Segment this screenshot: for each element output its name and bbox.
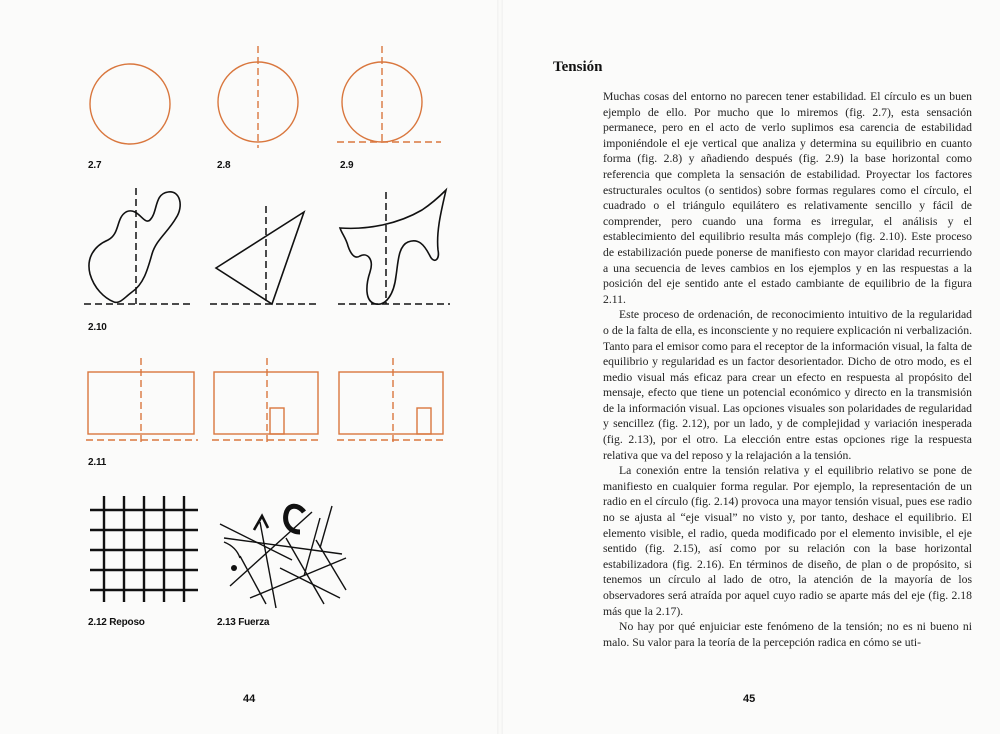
figure-2-13-chaotic-lines	[220, 498, 350, 610]
paragraph-2: Este proceso de ordenación, de reconocimiento intuitivo de la regularidad o de la falta de ella, es inconsciente y no requiere explicación ni verbalización. Tanto para el emisor como para el receptor de la información visual, la falta de equilibrio y regularidad es un factor desorientador. Dicho de otro modo, es el medio visual más eficaz para crear un efecto en respuesta al propósito del mensaje, efecto que tiene un potencial económico y directo en la transmisión de la información visual. Las opciones visuales son polaridades de regularidad y sencillez (fig. 2.12), por un lado, y de complejidad y variación inesperada (fig. 2.13), por el otro. La elección entre estas opciones rige la respuesta relativa que va del reposo y la relajación a la tensión.	[603, 308, 972, 462]
paragraph-3: La conexión entre la tensión relativa y el equilibrio relativo se pone de manifiesto en cualquier forma regular. Por ejemplo, la representación de un radio en el círculo (fig. 2.14) provoca una mayor tensión visual, pues ese radio no se ajusta al “eje visual” no visto y, por tanto, deshace el equilibrio. El elemento visible, el radio, queda modificado por el elemento invisible, el eje sentido (fig. 2.15), así como por su relación con la base horizontal estabilizadora (fig. 2.16). En términos de diseño, de plan o de propósito, si tenemos un círculo al lado de otro, la atención de la mayoría de los observadores será atraída por aquel cuyo radio se aparte más del eje (fig. 2.18 más que la 2.17).	[603, 464, 972, 618]
figure-2-12-grid	[90, 496, 202, 608]
paragraph-1: Muchas cosas del entorno no parecen tener estabilidad. El círculo es un buen ejemplo de ello. Por mucho que lo miremos (fig. 2.7), esta sensación permanece, pero en el acto de verlo suplimos esa carencia de estabilidad imponiéndole el eje vertical que analiza y determina su equilibrio en cuanto forma (fig. 2.8) y añadiendo después (fig. 2.9) la base horizontal como referencia que completa la sensación de estabilidad. Proyectar los factores estructurales ocultos (o sentidos) sobre formas regulares como el círculo, el cuadrado o el triángulo equilátero es relativamente sencillo y fácil de comprender, pero cuando una forma es irregular, el análisis y el establecimiento del equilibrio resulta más complejo (fig. 2.10). Este proceso de estabilización puede ponerse de manifiesto con mayor claridad recurriendo a una secuencia de leves cambios en los ejemplos y en las respuestas a la posición del eje sentido ante el estado cambiante de equilibrio de la figura 2.11.	[603, 90, 972, 306]
caption-fig-2-12: 2.12 Reposo	[88, 617, 145, 628]
figure-2-8-circle-axis	[212, 44, 312, 156]
figure-2-7-circle	[88, 46, 178, 156]
page-number-left: 44	[243, 693, 256, 705]
page-number-right: 45	[743, 693, 756, 705]
figure-2-10-triangle	[210, 206, 318, 310]
caption-fig-2-7: 2.7	[88, 160, 102, 171]
figure-2-11-rectangle-b	[212, 358, 324, 444]
caption-fig-2-13: 2.13 Fuerza	[217, 617, 270, 628]
figure-2-10-blob	[84, 188, 200, 310]
section-heading: Tensión	[553, 59, 603, 75]
figure-2-11-rectangle-a	[86, 358, 198, 444]
figure-2-10-irregular-shape	[338, 190, 452, 310]
caption-fig-2-10: 2.10	[88, 322, 107, 333]
book-gutter	[497, 0, 503, 734]
caption-fig-2-9: 2.9	[340, 160, 354, 171]
paragraph-4: No hay por qué enjuiciar este fenómeno de la tensión; no es ni bueno ni malo. Su valor para la teoría de la percepción radica en cómo se uti-	[603, 620, 972, 649]
caption-fig-2-8: 2.8	[217, 160, 231, 171]
caption-fig-2-11: 2.11	[88, 457, 107, 468]
figure-2-11-rectangle-c	[337, 358, 449, 444]
figure-2-9-circle-axis-base	[337, 44, 447, 156]
body-text	[603, 89, 972, 650]
